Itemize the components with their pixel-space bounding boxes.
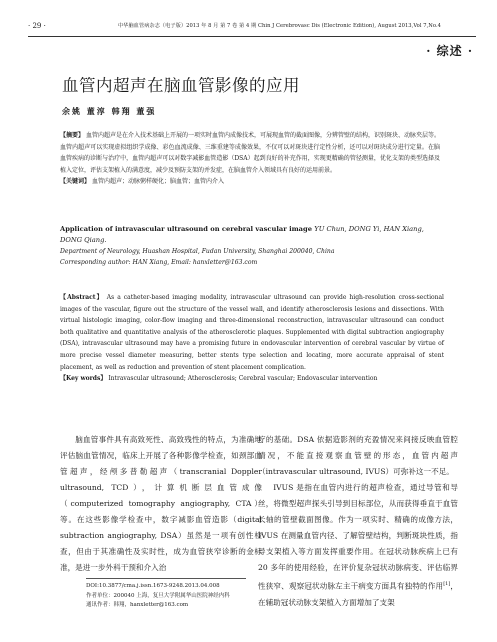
body-paragraph-text: IVUS 是指在血管内进行的超声检查，通过导管和导丝，将微型超声探头引导到目标部位，从而获得垂直于血管长轴的管壁截面图像。作为一项实时、精确的成像方法，IVUS 在测量血管内径、了解管壁结构，判断斑块性质，指导支架植入等方面发挥重要作用。在冠状动脉疾病上已有 20 多年的使用经验，在评价复杂冠状动脉病变、评估临界性狭窄、观察冠状动脉左主干病变方面具有独特的作用 [258, 483, 458, 591]
footnote-corresponding: 通讯作者：韩翔，hanxletter@163.com [86, 602, 189, 608]
abstract-label: 【摘要】 [60, 132, 85, 139]
running-header [28, 22, 476, 36]
body-left-column [60, 432, 262, 576]
body-paragraph-continued: 疗的基础。DSA 依据造影剂的充盈情况来间接反映血管腔情况，不能直接观察血管壁的形态，血管内超声（intravascular ultrasound, IVUS）可弥补这一不足。 [258, 435, 458, 476]
page-number: · 29 · [28, 22, 46, 30]
journal-running-head: 中华脑血管病杂志（电子版）2013 年 8 月 第 7 卷 第 4 期 Chin J Cerebrovasc Dis (Electronic Edition), August 2013,Vol 7,No.4 [118, 23, 442, 29]
english-keywords-text: Intravascular ultrasound; Atherosclerosis; Cerebral vascular; Endovascular intervention [108, 375, 378, 383]
english-abstract-text: As a catheter-based imaging modality, intravascular ultrasound can provide high-resolution cross-sectional images of the vascular, figure out the structure of the vessel wall, and identify atherosclerosis lesions and dissections. With virtual histologic imaging, color-flow imaging and three-dimensional reconstruction, intravascular ultrasound can conduct both qualitative and quantitative analysis of the atherosclerotic plaques. Supplemented with digital subtraction angiography (DSA), intravascular ultrasound may have a promising future in endovascular intervention of cerebral vascular by virtue of more precise vessel diameter measuring, better stents type selection and locating, more accurate appraisal of stent placement, as well as reduction and prevention of stent placement complication. [60, 294, 444, 371]
footnote-author-unit: 作者单位：200040 上海，复旦大学附属华山医院神经内科 [86, 592, 230, 599]
header-divider [28, 36, 476, 37]
chinese-abstract [60, 130, 440, 188]
body-paragraph: 脑血管事件具有高致死性、高致残性的特点，为准确地评估脑血管情况，临床上开展了各种影像学检查，如颈部血管超声，经颅多普勒超声（transcranial Doppler ultrasound, TCD），计算机断层血管成像（computerized tomography angiography, CTA）等。在这些影像学检查中，数字减影血管造影（digital subtraction angiography, DSA）虽然是一项有创性检查，但由于其准确性及实时性，成为血管狭窄诊断的金标准，是进一步外科干预和介入治 [60, 435, 262, 572]
abstract-text: 血管内超声是在介入技术基础上开展的一项实时血管内成像技术，可展现血管的截面图像，分辨管壁的结构，识别斑块、动脉夹层等。血管内超声可以实现虚拟组织学成像、彩色血流成像、三维重建等成像效果，不仅可以对斑块进行定性分析，还可以对斑块成分进行定量。在脑血管疾病的诊断与治疗中，血管内超声可以对数字减影血管造影（DSA）起到良好的补充作用，实现更精确的管径测量，优化支架的类型选择及植入定位，评估支架植入的满意度，减少及预防支架的并发症，在脑血管介入领域具有良好的运用前景。 [60, 132, 440, 174]
citation-ref: [1] [443, 581, 451, 587]
english-title: Application of intravascular ultrasound on cerebral vascular image [60, 225, 312, 233]
english-authors: YU Chun, DONG Yi, HAN Xiang, DONG Qiang. [60, 225, 424, 244]
keywords-text: 血管内超声；动脉粥样硬化；脑血管；血管内介入 [91, 178, 224, 185]
body-paragraph-tail: ，在辅助冠状动脉支架植入方面增加了支架 [258, 581, 458, 607]
article-title: 血管内超声在脑血管影像的应用 [62, 76, 300, 95]
body-paragraph [258, 480, 458, 611]
english-title-line [60, 224, 444, 246]
chinese-keywords [60, 176, 440, 188]
english-header [60, 224, 444, 268]
english-corresponding: Corresponding author: HAN Xiang, Email: hanxletter@163.com [60, 259, 258, 266]
body-right-column [258, 432, 458, 611]
english-abstract-label: 【Abstract】 [60, 294, 104, 301]
footnote [86, 578, 246, 611]
article-authors: 余姚 董淳 韩翔 董强 [62, 106, 157, 116]
footnote-doi: DOI:10.3877/cma.j.issn.1673-9248.2013.04.008 [86, 583, 220, 589]
section-tag: · 综述 · [426, 44, 473, 58]
keywords-label: 【关键词】 [60, 178, 91, 185]
english-abstract [60, 292, 444, 385]
english-keywords-label: 【Key words】 [60, 375, 107, 383]
english-affiliation: Department of Neurology, Huashan Hospital, Fudan University, Shanghai 200040, China [60, 248, 335, 255]
